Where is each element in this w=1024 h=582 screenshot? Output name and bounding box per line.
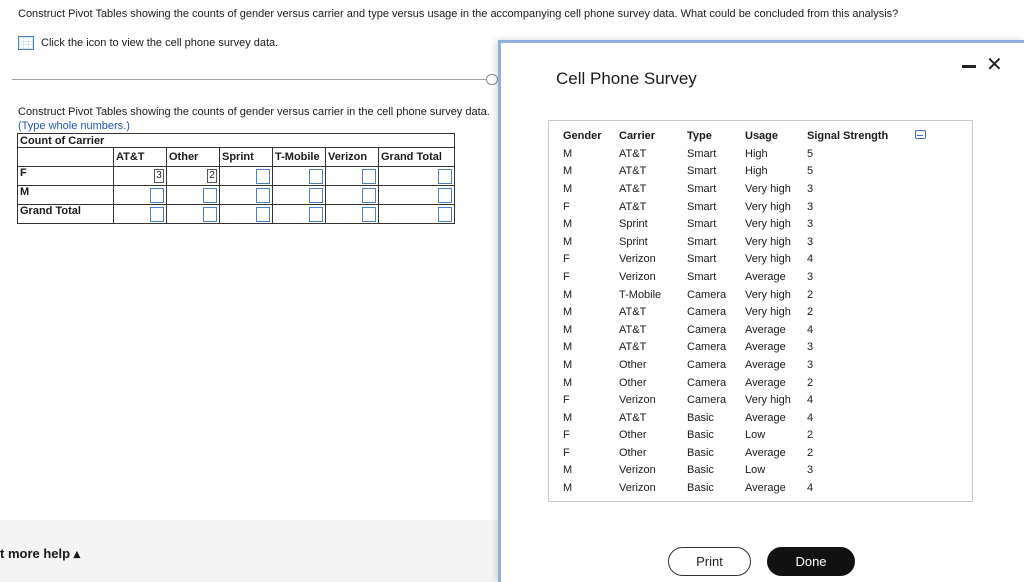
cell-usage: Low [745,429,766,442]
instruction-text: Construct Pivot Tables showing the counts of gender versus carrier in the cell phone survey data. [18,106,490,118]
cell-type: Basic [687,482,714,495]
cell-usage: Very high [745,306,791,319]
cell-type: Smart [687,253,717,266]
cell-signal: 5 [807,147,814,160]
cell-usage: Very high [745,182,791,195]
cell-usage: Very high [745,200,791,213]
cell-signal: 4 [807,482,814,495]
copy-data-icon[interactable] [915,130,926,139]
cell-signal: 5 [807,165,814,178]
cell-signal: 3 [807,182,814,195]
cell-signal: 4 [807,323,814,336]
cell-gender: M [563,464,573,477]
header-type: Type [687,130,712,142]
cell-type: Smart [687,182,717,195]
cell-carrier: AT&T [619,341,647,354]
m-total-input[interactable] [438,188,452,203]
close-icon[interactable]: ✕ [986,54,1003,76]
cell-gender: F [563,253,570,266]
cell-carrier: AT&T [619,411,647,424]
cell-type: Camera [687,394,727,407]
table-row [563,356,907,374]
table-row [563,409,907,427]
cell-carrier: AT&T [619,200,647,213]
cell-type: Smart [687,218,717,231]
header-usage: Usage [745,130,779,142]
cell-signal: 3 [807,218,814,231]
f-verizon-input[interactable] [362,169,376,184]
divider-handle[interactable] [486,74,498,85]
row-label-f: F [18,167,114,186]
cell-gender: M [563,182,573,195]
cell-signal: 3 [807,270,814,283]
cell-carrier: Verizon [619,482,656,495]
m-sprint-input[interactable] [256,188,270,203]
done-button[interactable]: Done [767,547,855,576]
minimize-icon[interactable] [962,65,976,68]
dialog-title: Cell Phone Survey [556,69,697,88]
cell-gender: M [563,235,573,248]
cell-gender: M [563,306,573,319]
question-text: Construct Pivot Tables showing the counts of gender versus carrier and type versus usage in the accompanying cell phone survey data. What could be concluded from this analysis? [18,8,899,20]
m-tmobile-input[interactable] [309,188,323,203]
cell-signal: 3 [807,341,814,354]
table-row [563,233,907,251]
cell-usage: Very high [745,288,791,301]
panel-divider [12,79,492,80]
cell-gender: M [563,323,573,336]
m-att-input[interactable] [150,188,164,203]
cell-gender: M [563,358,573,371]
hint-text: (Type whole numbers.) [18,120,130,132]
cell-usage: Average [745,482,786,495]
cell-type: Basic [687,411,714,424]
cell-signal: 2 [807,429,814,442]
cell-carrier: Verizon [619,253,656,266]
cell-usage: Average [745,323,786,336]
cell-carrier: Sprint [619,218,648,231]
header-carrier: Carrier [619,130,656,142]
cell-signal: 2 [807,446,814,459]
cell-gender: F [563,446,570,459]
cell-carrier: AT&T [619,306,647,319]
cell-gender: M [563,288,573,301]
col-header-att: AT&T [114,148,167,167]
cell-carrier: Verizon [619,270,656,283]
table-row [563,145,907,163]
cell-type: Smart [687,200,717,213]
cell-type: Smart [687,165,717,178]
cell-carrier: Verizon [619,394,656,407]
cell-gender: M [563,218,573,231]
table-row [563,391,907,409]
total-other-input[interactable] [203,207,217,222]
pivot-table [17,133,455,224]
total-sprint-input[interactable] [256,207,270,222]
cell-usage: Average [745,376,786,389]
row-label-grand-total: Grand Total [18,205,114,224]
table-row [563,339,907,357]
m-verizon-input[interactable] [362,188,376,203]
cell-carrier: AT&T [619,182,647,195]
cell-carrier: Other [619,358,647,371]
pivot-title: Count of Carrier [18,134,455,148]
cell-signal: 2 [807,376,814,389]
cell-usage: High [745,147,768,160]
cell-gender: F [563,429,570,442]
f-sprint-input[interactable] [256,169,270,184]
header-signal-strength: Signal Strength [807,130,889,142]
cell-carrier: Sprint [619,235,648,248]
cell-type: Camera [687,288,727,301]
table-row [563,427,907,445]
f-tmobile-input[interactable] [309,169,323,184]
f-other-value: 2 [207,169,217,183]
cell-usage: Average [745,411,786,424]
survey-table [563,127,907,497]
survey-dialog [498,40,1024,582]
m-other-input[interactable] [203,188,217,203]
cell-usage: Average [745,270,786,283]
table-row [563,251,907,269]
cell-type: Smart [687,270,717,283]
table-row [563,215,907,233]
cell-gender: M [563,482,573,495]
cell-gender: M [563,341,573,354]
cell-usage: Average [745,358,786,371]
more-help-button[interactable]: t more help ▴ [0,546,81,561]
view-data-label[interactable]: Click the icon to view the cell phone survey data. [41,37,279,49]
f-total-input[interactable] [438,169,452,184]
cell-signal: 3 [807,235,814,248]
table-row [563,180,907,198]
table-row [563,303,907,321]
header-gender: Gender [563,130,602,142]
cell-type: Camera [687,306,727,319]
cell-carrier: Verizon [619,464,656,477]
table-row [563,462,907,480]
cell-carrier: AT&T [619,165,647,178]
cell-signal: 3 [807,464,814,477]
cell-carrier: T-Mobile [619,288,662,301]
table-row [563,374,907,392]
cell-gender: F [563,394,570,407]
total-att-input[interactable] [150,207,164,222]
cell-carrier: Other [619,376,647,389]
cell-usage: Very high [745,253,791,266]
cell-gender: M [563,147,573,160]
cell-signal: 4 [807,411,814,424]
cell-gender: F [563,270,570,283]
print-button[interactable]: Print [668,547,751,576]
total-verizon-input[interactable] [362,207,376,222]
cell-usage: Average [745,341,786,354]
cell-signal: 2 [807,306,814,319]
pivot-corner [18,148,114,167]
cell-usage: Very high [745,218,791,231]
cell-carrier: AT&T [619,147,647,160]
table-row [563,163,907,181]
view-data-link[interactable] [18,36,278,50]
table-row [563,321,907,339]
cell-carrier: AT&T [619,323,647,336]
row-label-m: M [18,186,114,205]
cell-usage: Average [745,446,786,459]
table-row [563,286,907,304]
cell-signal: 3 [807,358,814,371]
cell-signal: 4 [807,394,814,407]
cell-signal: 4 [807,253,814,266]
col-header-sprint: Sprint [220,148,273,167]
cell-usage: Low [745,464,766,477]
cell-type: Basic [687,446,714,459]
cell-type: Basic [687,429,714,442]
cell-type: Camera [687,323,727,336]
f-att-value: 3 [154,169,164,183]
table-row [563,444,907,462]
col-header-verizon: Verizon [326,148,379,167]
cell-usage: High [745,165,768,178]
table-row [563,198,907,216]
table-row [563,268,907,286]
cell-usage: Very high [745,235,791,248]
cell-usage: Very high [745,394,791,407]
cell-signal: 2 [807,288,814,301]
cell-gender: M [563,376,573,389]
cell-type: Basic [687,464,714,477]
col-header-tmobile: T-Mobile [273,148,326,167]
cell-type: Smart [687,235,717,248]
cell-signal: 3 [807,200,814,213]
total-total-input[interactable] [438,207,452,222]
cell-type: Smart [687,147,717,160]
cell-carrier: Other [619,429,647,442]
col-header-grand-total: Grand Total [379,148,455,167]
survey-data-box [548,120,973,502]
cell-type: Camera [687,341,727,354]
cell-gender: F [563,200,570,213]
cell-type: Camera [687,376,727,389]
cell-gender: M [563,411,573,424]
cell-type: Camera [687,358,727,371]
data-table-icon[interactable] [18,36,34,50]
table-row [563,479,907,497]
total-tmobile-input[interactable] [309,207,323,222]
col-header-other: Other [167,148,220,167]
cell-carrier: Other [619,446,647,459]
cell-gender: M [563,165,573,178]
